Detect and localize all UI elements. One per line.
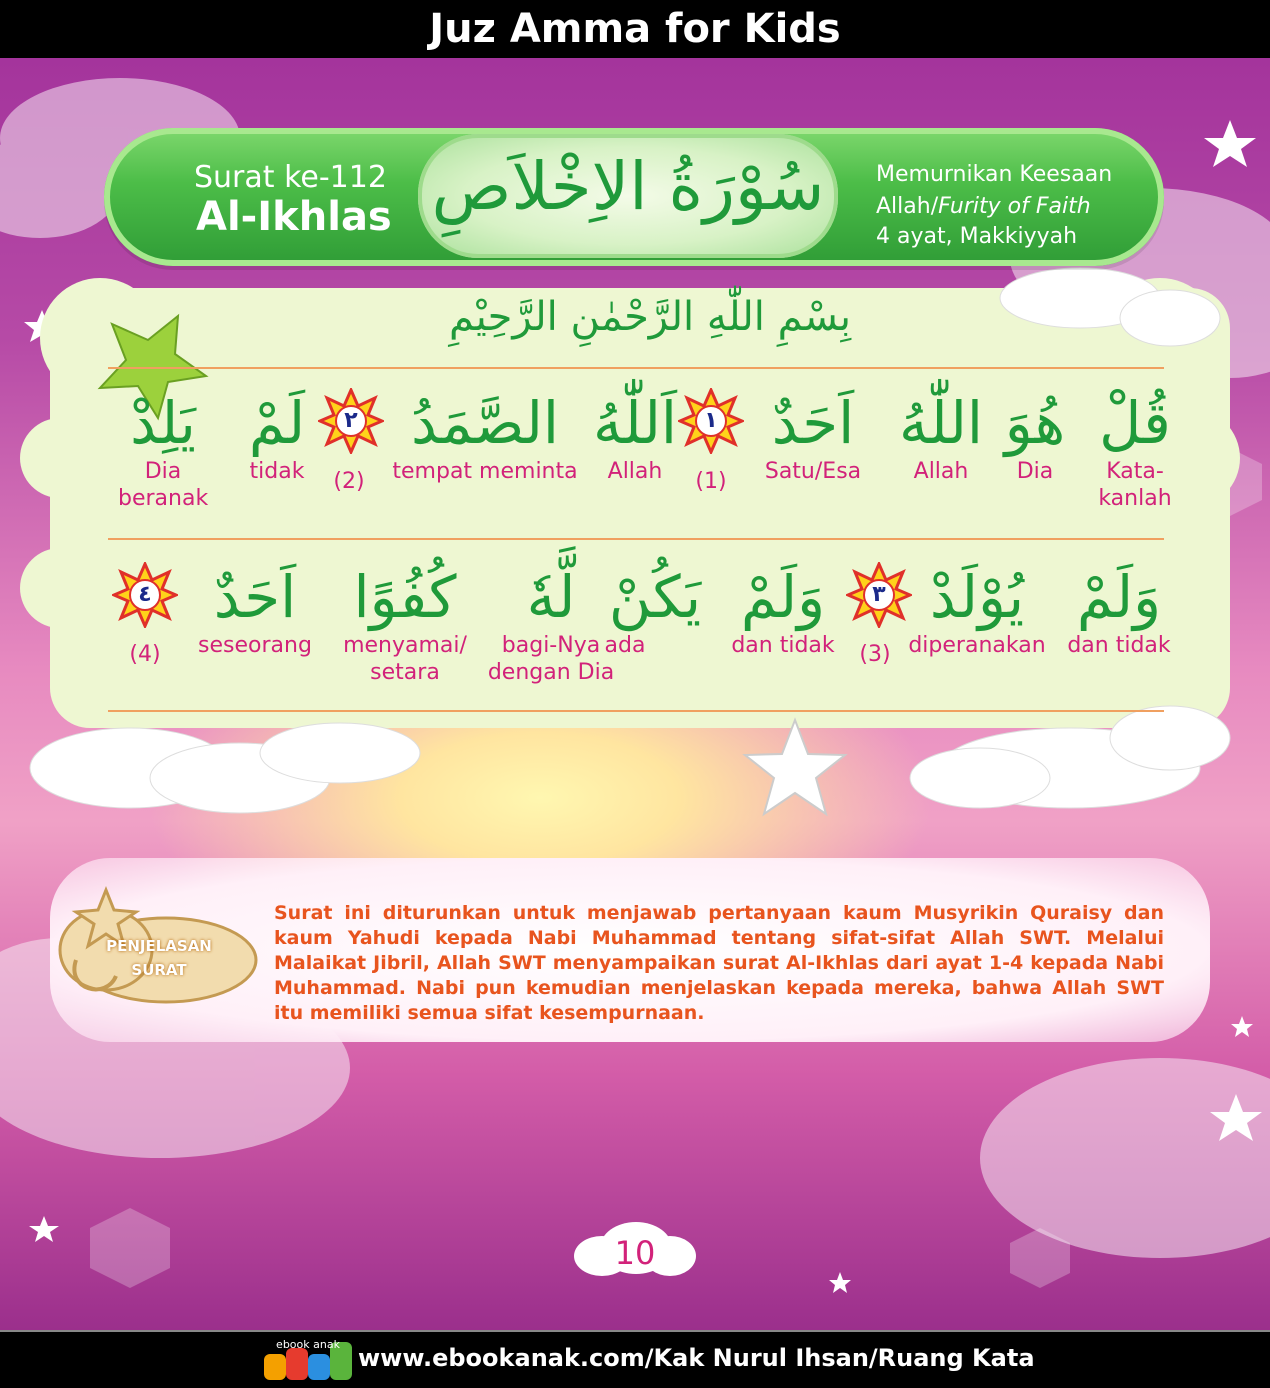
translation: menyamai/ setara [343,633,467,685]
translation: bagi-Nya dengan Dia [487,633,615,685]
word-5 [560,388,710,485]
word-11 [708,562,858,659]
footer-bar [0,1330,1270,1388]
surah-meaning-line2 [876,194,1091,219]
translation: ada [604,633,646,658]
page-number: 10 [614,1234,656,1272]
word-4 [738,388,888,485]
footer-url[interactable]: www.ebookanak.com/Kak Nurul Ihsan/Ruang Kata [358,1344,1035,1372]
translation: Dia beranak [118,459,209,511]
translation: dan tidak [731,633,835,658]
surah-number-label: Surat ke-112 [194,160,387,195]
word-8 [88,388,238,512]
badge-line1: PENJELASAN [106,937,212,955]
ebookanak-logo [262,1336,354,1386]
word-6 [390,388,580,485]
arabic-word: وَلَمْ [1076,563,1162,631]
word-3 [866,388,1016,485]
word-15 [180,562,330,659]
top-title-bar [0,0,1270,58]
ayah-number: ٢ [344,408,358,433]
explanation-text: Surat ini diturunkan untuk menjawab pertanyaan kaum Musyrikin Quraisy dan kaum Yahudi kepada Nabi Muhammad tentang sifat-sifat Allah SWT. Melalui Malaikat Jibril, Allah SWT menyampaikan surat Al-Ikhlas dari ayat 1-4 kepada Nabi Muhammad. Nabi pun kemudian menjelaskan kepada mereka, bahwa Allah SWT itu memiliki semua sifat kesempurnaan. [274,902,1164,1024]
translation: tidak [249,459,305,484]
arabic-word: يُوْلَدْ [929,563,1025,631]
meaning-indonesian: Allah/ [876,194,939,219]
word-10 [902,562,1052,659]
page-number-cloud [572,1220,692,1280]
translation: Dia [1016,459,1054,484]
star-shape [745,720,845,814]
arabic-word: يَكُنْ [608,563,702,631]
logo-text: ebook anak [276,1338,340,1351]
ayah-number: ٤ [138,582,152,607]
bismillah: بِسْمِ اللّٰهِ الرَّحْمٰنِ الرَّحِيْمِ [448,294,852,340]
translation: Satu/Esa [764,459,862,484]
arabic-word: يَلِدْ [130,389,196,457]
divider [108,710,1164,712]
arabic-word: اللّٰهُ [898,389,984,457]
surah-name-arabic: سُوْرَةُ الاِخْلاَصِ [431,148,825,225]
arabic-word: اَحَدٌ [213,563,297,631]
arabic-word: قُلْ [1099,389,1171,457]
translation: dan tidak [1067,633,1171,658]
arabic-word: كُفُوًا [353,563,457,631]
surah-meaning: Memurnikan Keesaan [876,162,1113,187]
arabic-word: اَحَدٌ [771,389,855,457]
translation: Allah [607,459,663,484]
word-13 [476,562,626,686]
arabic-word: الصَّمَدُ [410,389,560,457]
arabic-word: لَّهٗ [526,563,576,631]
ayah-number: ١ [704,408,718,433]
word-14 [330,562,480,686]
translation: Kata-kanlah [1098,459,1172,511]
divider [108,367,1164,369]
ayah-number-label: (2) [333,469,365,494]
arabic-word: لَمْ [248,389,306,457]
ayah-number-label: (1) [695,469,727,494]
ayah-number: ٣ [872,582,886,607]
meaning-english: Furity of Faith [938,194,1091,219]
translation: diperanakan [908,633,1046,658]
translation: seseorang [198,633,312,658]
book-title: Juz Amma for Kids [429,6,841,52]
arabic-word: هُوَ [1004,389,1066,457]
ayah-marker-4 [112,562,178,628]
ayah-number-label: (4) [129,642,161,667]
page-canvas [0,58,1270,1330]
badge-line2: SURAT [131,961,187,979]
translation: tempat meminta [392,459,578,484]
arabic-word: اَللّٰهُ [592,389,678,457]
surah-name-latin: Al-Ikhlas [196,194,392,240]
explanation-badge-label [92,934,226,982]
ayah-number-label: (3) [859,642,891,667]
divider [108,538,1164,540]
arabic-word: وَلَمْ [740,563,826,631]
word-9 [1044,562,1194,659]
surah-verse-info: 4 ayat, Makkiyyah [876,224,1078,249]
translation: Allah [913,459,969,484]
